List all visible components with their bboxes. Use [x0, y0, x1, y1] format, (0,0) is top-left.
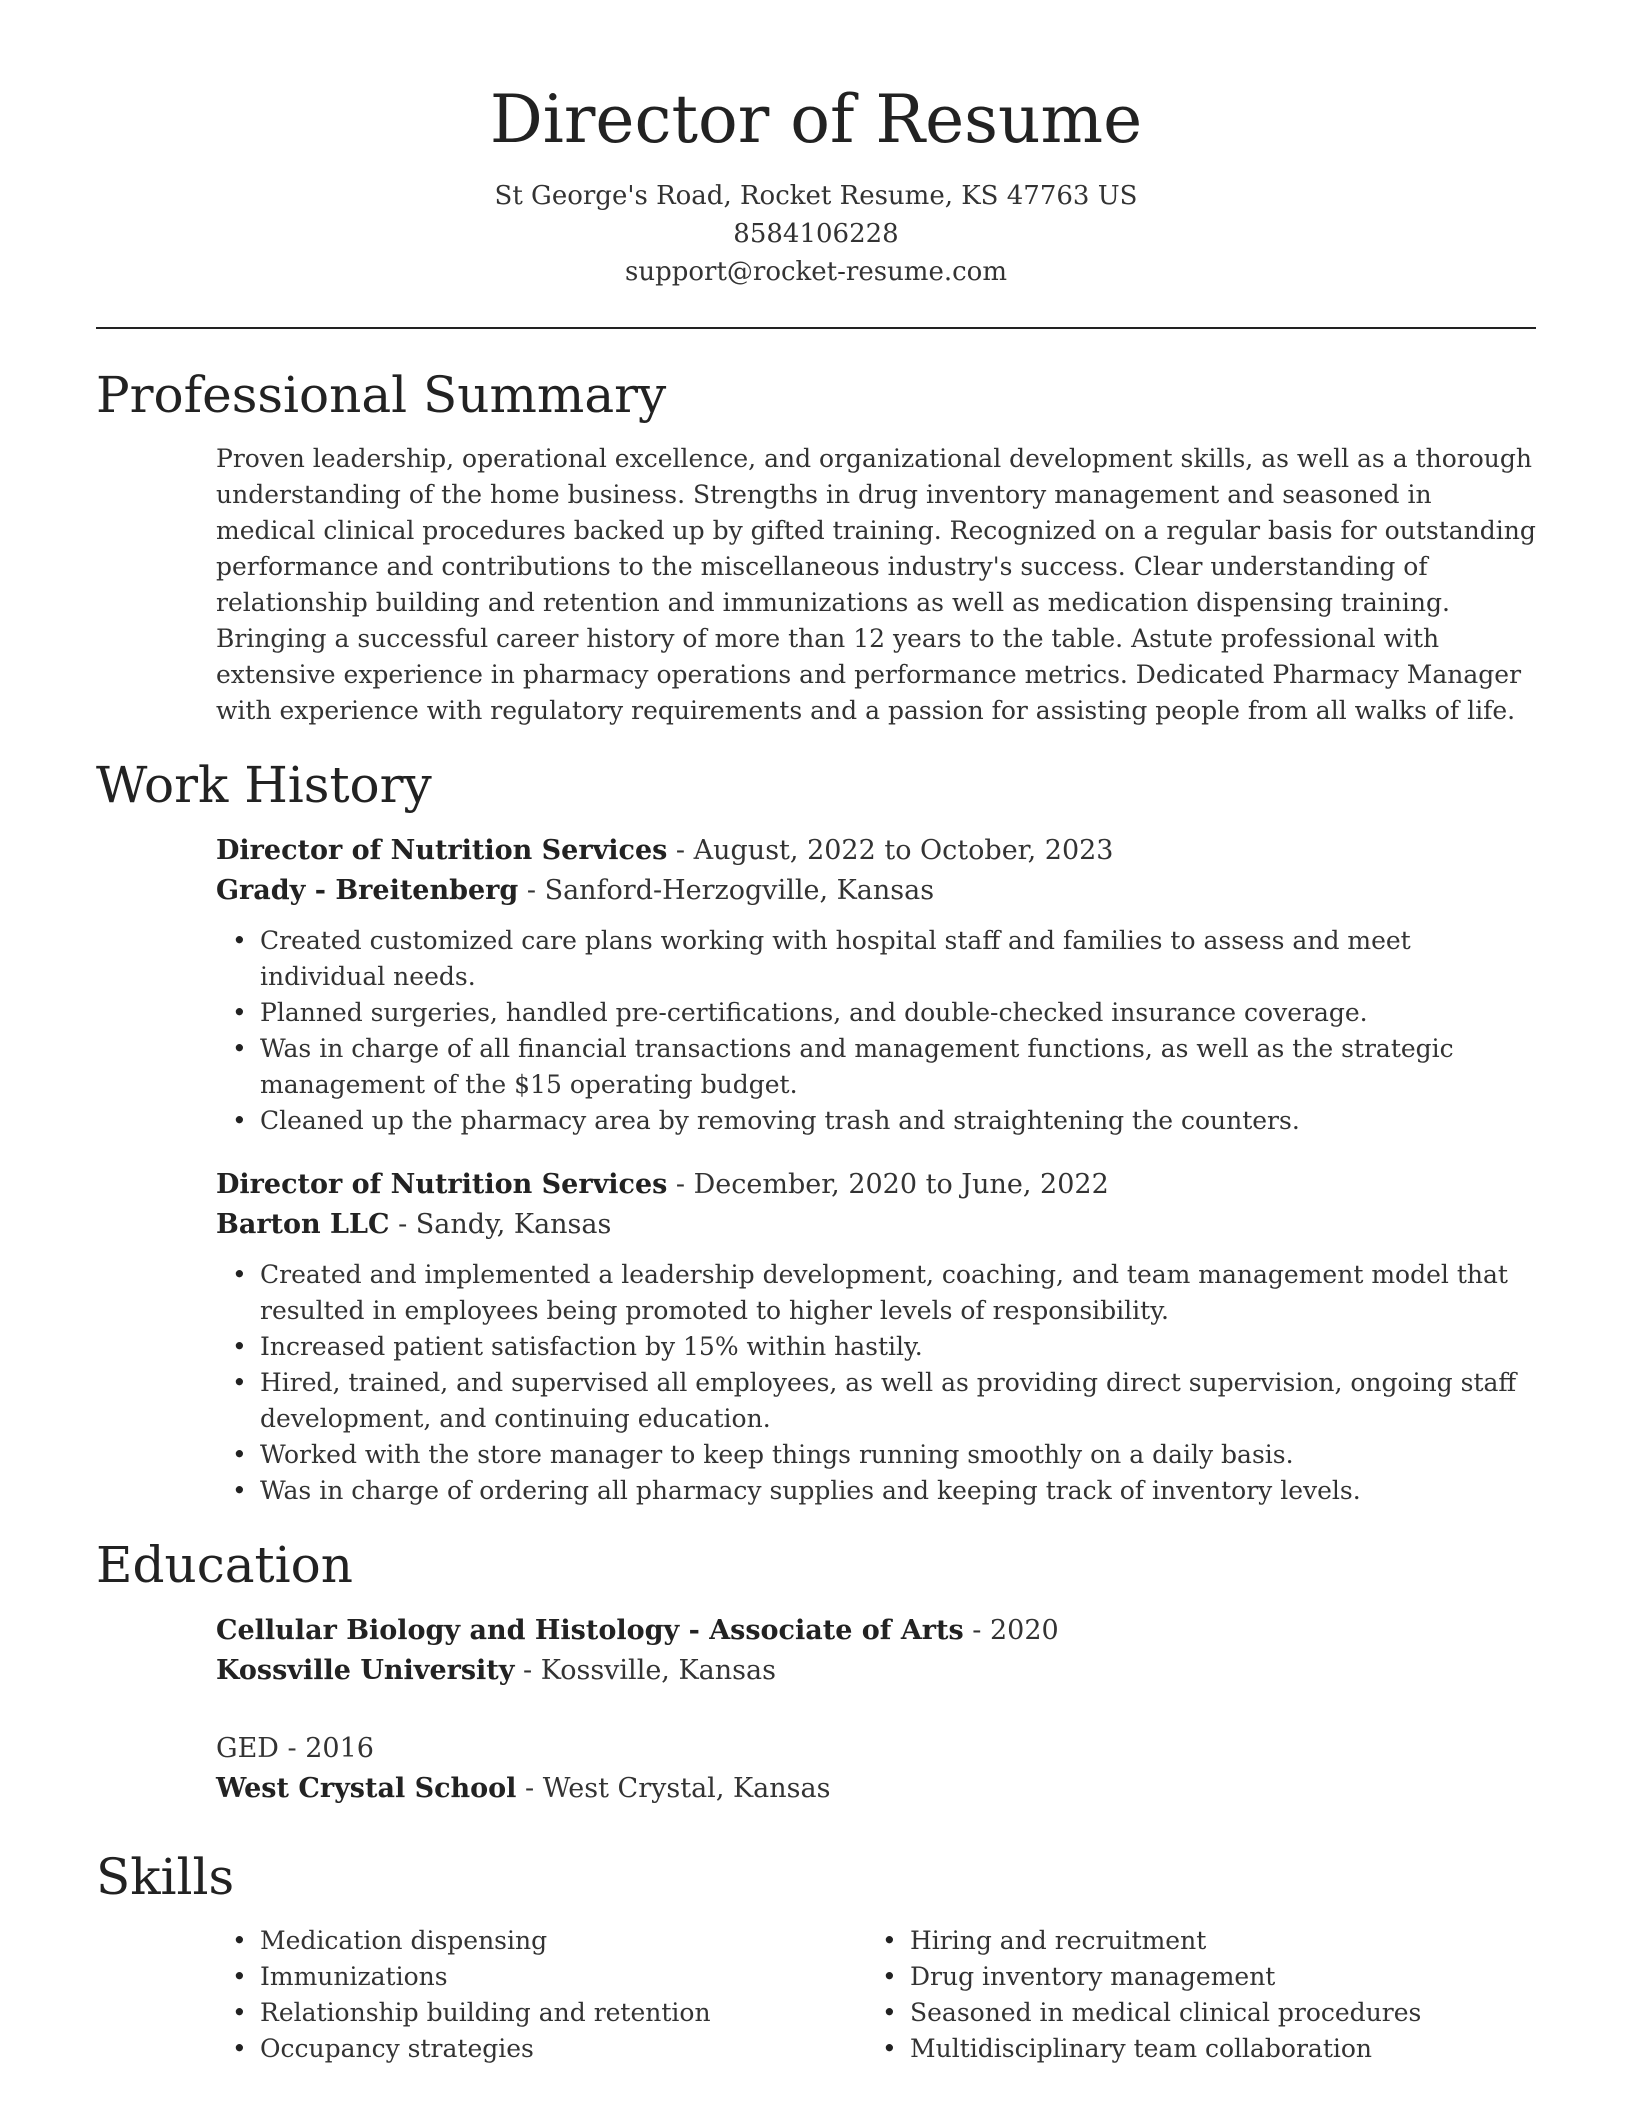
- skills-list: [866, 1923, 1516, 2067]
- resume-page: [96, 80, 1536, 2067]
- list-item: • Was in charge of ordering all pharmacy supplies and keeping track of inventory levels.: [260, 1473, 1536, 1509]
- job-entry: [216, 831, 1536, 1139]
- list-item: • Drug inventory management: [910, 1959, 1516, 1995]
- section-title-summary: Professional Summary: [96, 366, 667, 425]
- list-item: • Relationship building and retention: [260, 1995, 866, 2031]
- job-title-line: [216, 1165, 1536, 1205]
- skills-section: [96, 1847, 1536, 2067]
- section-title-skills: Skills: [96, 1848, 235, 1907]
- job-dates: - December, 2020 to June, 2022: [667, 1169, 1109, 1201]
- degree-line: [216, 1729, 1536, 1769]
- list-item: • Hired, trained, and supervised all employees, as well as providing direct supervision, ongoing staff development, and continuing education.: [260, 1365, 1536, 1437]
- job-role: Director of Nutrition Services: [216, 1169, 668, 1201]
- degree-line: [216, 1611, 1536, 1651]
- job-company-line: [216, 1205, 1536, 1245]
- degree: GED: [216, 1733, 279, 1765]
- job-company-line: [216, 871, 1536, 911]
- list-item: • Medication dispensing: [260, 1923, 866, 1959]
- job-bullets: [216, 923, 1536, 1139]
- skills-column-right: [866, 1923, 1516, 2067]
- list-item: • Multidisciplinary team collaboration: [910, 2031, 1516, 2067]
- school: West Crystal School: [216, 1773, 517, 1805]
- list-item: • Increased patient satisfaction by 15% within hastily.: [260, 1329, 1536, 1365]
- degree-year: - 2020: [963, 1615, 1059, 1647]
- phone: 8584106228: [733, 219, 899, 250]
- list-item: • Was in charge of all financial transactions and management functions, as well as the strategic management of the $15 operating budget.: [260, 1031, 1536, 1103]
- header-divider: [96, 327, 1536, 329]
- list-item: • Cleaned up the pharmacy area by removing trash and straightening the counters.: [260, 1103, 1536, 1139]
- job-title-line: [216, 831, 1536, 871]
- list-item: • Created customized care plans working with hospital staff and families to assess and meet individual needs.: [260, 923, 1536, 995]
- degree: Cellular Biology and Histology - Associate of Arts: [216, 1615, 964, 1647]
- job-entry: [216, 1165, 1536, 1509]
- skills-grid: [216, 1923, 1516, 2067]
- summary-text: Proven leadership, operational excellence, and organizational development skills, as well as a thorough understanding of the home business. Strengths in drug inventory management and seasoned in medical clinical procedures backed up by gifted training. Recognized on a regular basis for outstanding performance and contributions to the miscellaneous industry's success. Clear understanding of relationship building and retention and immunizations as well as medication dispensing training. Bringing a successful career history of more than 12 years to the table. Astute professional with extensive experience in pharmacy operations and performance metrics. Dedicated Pharmacy Manager with experience with regulatory requirements and a passion for assisting people from all walks of life.: [216, 444, 1536, 726]
- list-item: • Immunizations: [260, 1959, 866, 1995]
- list-item: • Worked with the store manager to keep things running smoothly on a daily basis.: [260, 1437, 1536, 1473]
- list-item: • Seasoned in medical clinical procedures: [910, 1995, 1516, 2031]
- work-history-section: [96, 755, 1536, 1509]
- job-company: Grady - Breitenberg: [216, 875, 519, 907]
- degree-year: - 2016: [278, 1733, 374, 1765]
- skills-list: [216, 1923, 866, 2067]
- address: St George's Road, Rocket Resume, KS 47763 US: [494, 181, 1138, 212]
- email: support@rocket-resume.com: [624, 257, 1007, 288]
- job-bullets: [216, 1257, 1536, 1509]
- professional-summary-section: [96, 365, 1536, 729]
- candidate-name: Director of Resume: [489, 81, 1143, 158]
- education-entry: [216, 1611, 1536, 1691]
- resume-header: [96, 80, 1536, 291]
- contact-info: [96, 177, 1536, 291]
- list-item: • Planned surgeries, handled pre-certifications, and double-checked insurance coverage.: [260, 995, 1536, 1031]
- job-dates: - August, 2022 to October, 2023: [667, 835, 1114, 867]
- section-title-education: Education: [96, 1536, 353, 1595]
- job-role: Director of Nutrition Services: [216, 835, 668, 867]
- school-line: [216, 1651, 1536, 1691]
- job-company: Barton LLC: [216, 1209, 390, 1241]
- job-location: - Sanford-Herzogville, Kansas: [518, 875, 935, 907]
- education-section: [96, 1535, 1536, 1809]
- list-item: • Occupancy strategies: [260, 2031, 866, 2067]
- school-location: - West Crystal, Kansas: [516, 1773, 831, 1805]
- school: Kossville University: [216, 1655, 515, 1687]
- list-item: • Created and implemented a leadership development, coaching, and team management model that resulted in employees being promoted to higher levels of responsibility.: [260, 1257, 1536, 1329]
- section-title-work-history: Work History: [96, 756, 432, 815]
- school-line: [216, 1769, 1536, 1809]
- education-entry: [216, 1729, 1536, 1809]
- skills-column-left: [216, 1923, 866, 2067]
- school-location: - Kossville, Kansas: [514, 1655, 776, 1687]
- job-location: - Sandy, Kansas: [389, 1209, 612, 1241]
- list-item: • Hiring and recruitment: [910, 1923, 1516, 1959]
